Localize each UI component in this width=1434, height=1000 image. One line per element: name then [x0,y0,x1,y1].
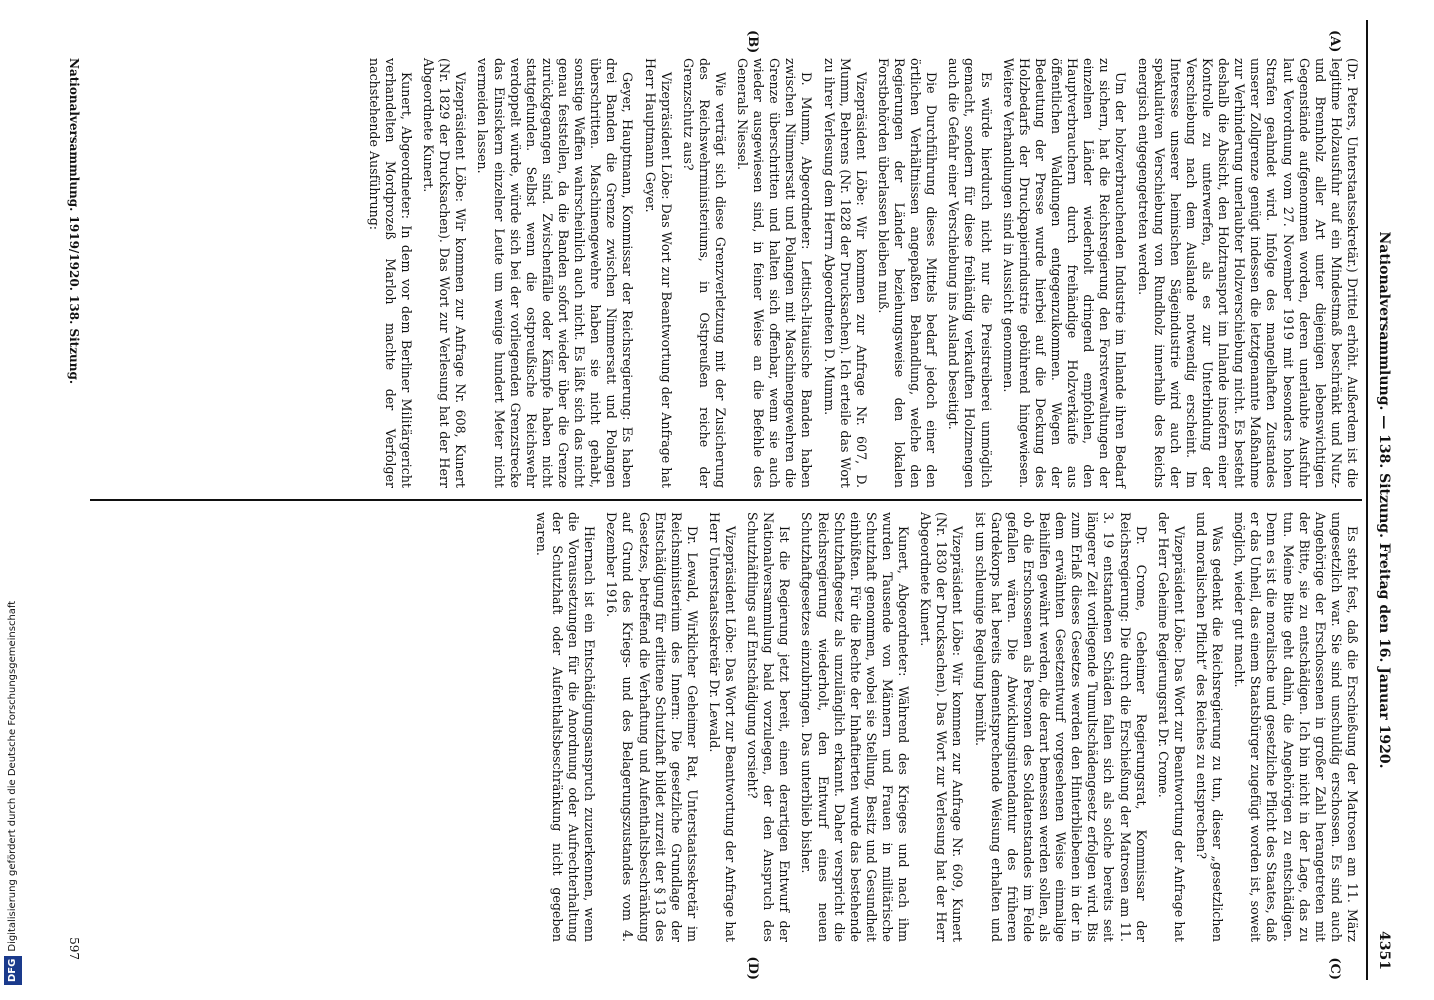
paragraph: Hiernach ist ein Entschädigungsanspruch zuzuerkennen, wenn die Voraussetzungen für die Anordnung oder Aufrechterhaltung der Schutzhaft oder Aufenthaltsbeschränkung nicht gegeben waren. [533,512,598,942]
page-footer: Nationalversammlung. 1919/1920. 138. Sitzung. [67,58,82,385]
paragraph: Vizepräsident Löbe: Das Wort zur Beantwortung der Anfrage hat Herr Unterstaatssekretär Dr. Lewald. [706,512,739,942]
margin-mark-a: (A) [1327,30,1342,53]
paragraph: Um der holzverbrauchenden Industrie im Inlande ihren Bedarf zu sichern, hat die Reichsregierung den Forstverwaltungen der einzelnen Länder wiederholt dringend empfohlen, den Hauptverbrauchern durch freihändige Holzverkäufe aus öffentlichen Waldungen entgegenzukommen. Wegen der Bedeutung der Presse wurde hierbei auf die Deckung des Holzbedarfs der Druckpapierindustrie gebührend hingewiesen. Weitere Verhandlungen sind in Aussicht genommen. [1000,58,1129,488]
paragraph: Wie verträgt sich diese Grenzverletzung mit der Zusicherung des Reichswehrministeriums, in Ostpreußen reiche der Grenzschutz aus? [680,58,728,488]
dfg-credit-text: Digitalisierung gefördert durch die Deutsche Forschungsgemeinschaft [7,600,18,952]
margin-mark-c: (C) [1327,957,1342,980]
paragraph: Vizepräsident Löbe: Wir kommen zur Anfrage Nr. 608, Kunert (Nr. 1829 der Drucksachen). Das Wort zur Verlesung hat der Herr Abgeordnete Kunert. [421,58,469,488]
paragraph: Vizepräsident Löbe: Das Wort zur Beantwortung der Anfrage hat der Herr Geheime Regierungsrat Dr. Crome. [1155,512,1187,942]
dfg-side-note [2,0,20,1000]
paragraph: Es würde hierdurch nicht nur die Preistreiberei unmöglich gemacht, sondern für diese freihändig verkauften Holzmengen auch die Gefahr einer Verschiebung ins Ausland beseitigt. [946,58,994,488]
paragraph: Kunert, Abgeordneter: Während des Krieges und nach ihm wurden Tausende von Männern und Frauen in militärische Schutzhaft genommen, wobei sie Stellung, Besitz und Gesundheit einbüßten. Für die Rechte der Inhaftierten wurde das bestehende Schutzhaftgesetz als unzulänglich erkannt. Daher verspricht die Reichsregierung wiederholt, den Entwurf eines neuen Schutzhaftgesetzes einzubringen. Das unterblieb bisher. [799,512,912,942]
paragraph: Vizepräsident Löbe: Wir kommen zur Anfrage Nr. 609, Kunert (Nr. 1830 der Drucksachen). Das Wort zur Verlesung hat der Herr Abgeordnete Kunert. [918,512,966,942]
page-bottom-number: 597 [67,937,82,960]
scanned-page [60,0,1400,1000]
column-rule [90,499,1362,501]
paragraph: Vizepräsident Löbe: Das Wort zur Beantwortung der Anfrage hat Herr Hauptmann Geyer. [642,58,674,488]
paragraph: Die Durchführung dieses Mittels bedarf jedoch einer den örtlichen Verhältnissen angepaßten Behandlung, welche den Regierungen der Länder beziehungsweise den lokalen Forstbehörden überlassen bleiben muß. [875,58,940,488]
rotated-sheet [60,0,1400,1000]
paragraph: Es steht fest, daß die Erschießung der Matrosen am 11. März ungesetzlich war. Sie sind unschuldig erschossen. Es sind auch Angehörige der Erschossenen in großer Zahl herangetreten mit der Bitte, sie zu entschädigen. Ich bin nicht in der Lage, das zu tun. Meine Bitte geht dahin, die Angehörigen zu entschädigen. Denn es ist die moralische und gesetzliche Pflicht des Staates, daß er das Unheil, das einem Staatsbürger zugefügt worden ist, soweit möglich, wieder gut macht. [1232,512,1360,942]
margin-mark-d: (D) [745,956,760,980]
header-rule [1366,20,1368,980]
column-left [80,58,1360,488]
paragraph: Vizepräsident Löbe: Wir kommen zur Anfrage Nr. 607, D. Mumm, Behrens (Nr. 1828 der Drucksachen). Ich erteile das Wort zu ihrer Verlesung dem Herrn Abgeordneten D. Mumm. [821,58,869,488]
column-right [80,512,1360,942]
paragraph: D. Mumm, Abgeordneter: Lettisch-litauische Banden haben zwischen Nimmersatt und Polangen mit Maschinengewehren die Grenze überschritten und halten sich offenbar, wenn sie auch wieder ausgewiesen sind, in feiner Weise an die Befehle des Generals Niessel. [735,58,815,488]
paragraph: Kunert, Abgeordneter: In dem vor dem Berliner Militärgericht verhandelten Mordprozeß Marloh machte der Verfolger nachstehende Ausführung: [366,58,414,488]
paragraph: Geyer, Hauptmann, Kommissar der Reichsregierung: Es haben drei Banden die Grenze zwischen Nimmersatt und Polangen überschritten. Maschinengewehre haben sie nicht gehabt, sonstige Waffen wahrscheinlich auch nicht. Es läßt sich das nicht genau feststellen, da die Banden sofort wieder über die Grenze zurückgegangen sind. Zwischenfälle oder Kämpfe haben nicht stattgefunden. Selbst wenn die ostpreußische Reichswehr verdoppelt würde, würde sich bei der vorliegenden Grenzstrecke das Einsickern einzelner Leute um wenige hundert Meter nicht vermeiden lassen. [475,58,636,488]
header-title: Nationalversammlung. — 138. Sitzung. Freitag den 16. Januar 1920. [1376,231,1392,769]
paragraph: Was gedenkt die Reichsregierung zu tun, dieser „gesetzlichen und moralischen Pflicht“ des Reiches zu entsprechen? [1194,512,1226,942]
paragraph: Dr. Crome, Geheimer Regierungsrat, Kommissar der Reichsregierung: Die durch die Erschießung der Matrosen am 11. 3. 19 entstandenen Schäden fallen sich als solche bereits seit längerer Zeit vorliegende Tumultschädengesetz erfolgen wird. Bis zum Erlaß dieses Gesetzes werden den Hinterbliebenen in der in dem erwähnten Gesetzentwurf vorgesehenen Weise einmalige Beihilfen gewährt werden, die derart bemessen werden sollen, als ob die Erschossenen als Personen des Soldatenstandes im Felde gefallen wären. Die Abwicklungsintendantur des früheren Gardekorps hat bereits dementsprechende Weisung erhalten und ist um schleunige Regelung bemüht. [972,512,1149,942]
paragraph: (Dr. Peters, Unterstaatssekretär.) Drittel erhöht. Außerdem ist die legitime Holzausfuhr auf ein Mindestmaß beschränkt und Nutz- und Brennholz aller Art unter diejenigen lebenswichtigen Gegenstände aufgenommen worden, deren unerlaubte Ausfuhr laut Verordnung vom 27. November 1919 mit besonders hohen Strafen geahndet wird. Infolge des mangelhaften Zustandes unserer Zollgrenze genügt indessen die letztgenannte Maßnahme zur Verhinderung unerlaubter Holzverschiebung nicht. Es besteht deshalb die Absicht, den Holztransport im Inlande insofern einer Kontrolle zu unterwerfen, als es zur Unterbindung der Verschiebung nach dem Auslande notwendig erscheint. Im Interesse unserer heimischen Sägeindustrie wird auch der spekulativen Verschiebung von Rundholz innerhalb des Reichs energisch entgegengetreten werden. [1135,58,1360,488]
dfg-logo-icon: DFG [4,956,22,985]
paragraph: Dr. Lewald, Wirklicher Geheimer Rat, Unterstaatssekretär im Reichsministerium des Innern: Die gesetzliche Grundlage der Entschädigung für erlittene Schutzhaft bildet zurzeit der § 13 des Gesetzes, betreffend die Verhaftung und Aufenthaltsbeschränkung auf Grund des Kriegs- und des Belagerungszustandes vom 4. Dezember 1916. [604,512,700,942]
page-header [1370,20,1392,980]
paragraph: Ist die Regierung jetzt bereit, einen derartigen Entwurf der Nationalversammlung bald vorzulegen, der den Anspruch des Schutzhäftlings auf Entschädigung vorsieht? [745,512,793,942]
margin-mark-b: (B) [745,30,760,54]
header-page-number: 4351 [1376,931,1392,970]
